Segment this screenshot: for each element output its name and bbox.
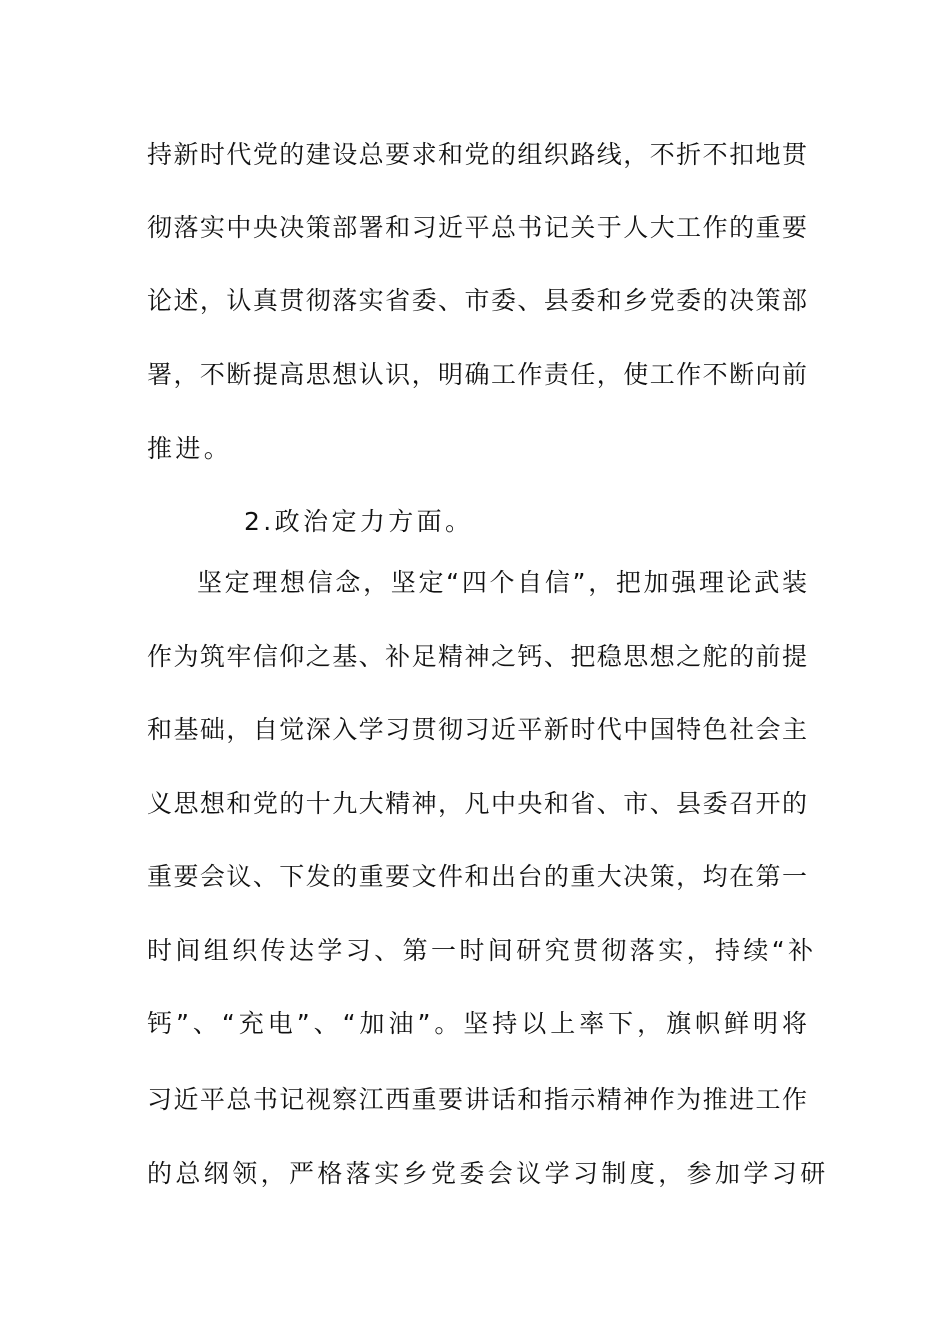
body-text-line: 论述，认真贯彻落实省委、市委、县委和乡党委的决策部 [147, 286, 807, 315]
body-text-line: 和基础，自觉深入学习贯彻习近平新时代中国特色社会主 [147, 715, 807, 744]
body-text-line: 持新时代党的建设总要求和党的组织路线，不折不扣地贯 [147, 140, 807, 169]
body-text-line: 习近平总书记视察江西重要讲话和指示精神作为推进工作 [147, 1085, 807, 1114]
body-text-line: 坚定理想信念，坚定“四个自信”，把加强理论武装 [197, 568, 807, 597]
body-text-line: 署，不断提高思想认识，明确工作责任，使工作不断向前 [147, 360, 807, 389]
body-text-line: 义思想和党的十九大精神，凡中央和省、市、县委召开的 [147, 789, 807, 818]
body-text-line: 作为筑牢信仰之基、补足精神之钙、把稳思想之舵的前提 [147, 642, 807, 671]
body-text-line: 时间组织传达学习、第一时间研究贯彻落实，持续“补 [147, 936, 817, 965]
body-text-line: 彻落实中央决策部署和习近平总书记关于人大工作的重要 [147, 213, 807, 242]
section-heading: 2.政治定力方面。 [244, 507, 474, 536]
body-text-line: 推进。 [147, 434, 233, 463]
body-text-line: 钙”、“充电”、“加油”。坚持以上率下，旗帜鲜明将 [147, 1009, 807, 1038]
body-text-line: 的总纲领，严格落实乡党委会议学习制度，参加学习研 [147, 1159, 829, 1188]
body-text-line: 重要会议、下发的重要文件和出台的重大决策，均在第一 [147, 862, 807, 891]
